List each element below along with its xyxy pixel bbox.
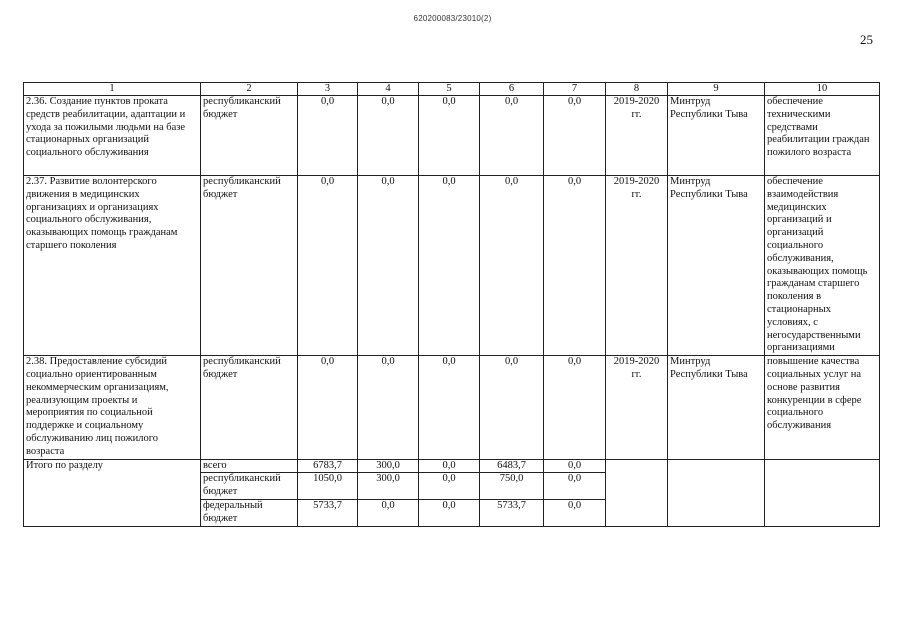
total-result-cell xyxy=(765,459,880,526)
total-value-cell: 0,0 xyxy=(544,499,606,526)
total-value-cell: 0,0 xyxy=(358,499,419,526)
total-value-cell: 300,0 xyxy=(358,459,419,473)
activity-cell: 2.37. Развитие волонтерского движения в медицинских организациях и организациях социального обслуживания, оказывающих помощь гражданам старшего поколения xyxy=(24,176,201,356)
value-cell: 0,0 xyxy=(358,356,419,459)
executor-cell: Минтруд Республики Тыва xyxy=(668,356,765,459)
header-cell: 3 xyxy=(298,83,358,96)
header-cell: 8 xyxy=(606,83,668,96)
result-cell: повышение качества социальных услуг на основе развития конкуренции в сфере социального обслуживания xyxy=(765,356,880,459)
header-cell: 6 xyxy=(480,83,544,96)
source-cell: республиканский бюджет xyxy=(201,356,298,459)
page-number: 25 xyxy=(860,32,873,47)
header-row xyxy=(24,83,880,96)
total-label: Итого по разделу xyxy=(24,459,201,526)
header-cell: 1 xyxy=(24,83,201,96)
value-cell: 0,0 xyxy=(419,356,480,459)
value-cell: 0,0 xyxy=(298,356,358,459)
executor-cell: Минтруд Республики Тыва xyxy=(668,176,765,356)
total-value-cell: 0,0 xyxy=(419,473,480,500)
total-value-cell: 300,0 xyxy=(358,473,419,500)
total-source-cell: всего xyxy=(201,459,298,473)
total-value-cell: 0,0 xyxy=(544,473,606,500)
value-cell: 0,0 xyxy=(544,176,606,356)
activity-cell: 2.36. Создание пунктов проката средств реабилитации, адаптации и ухода за пожилыми людьми на базе стационарных организаций социального обслуживания xyxy=(24,96,201,176)
table-row xyxy=(24,356,880,459)
total-value-cell: 0,0 xyxy=(419,499,480,526)
value-cell: 0,0 xyxy=(480,356,544,459)
source-cell: республиканский бюджет xyxy=(201,176,298,356)
value-cell: 0,0 xyxy=(419,96,480,176)
header-cell: 2 xyxy=(201,83,298,96)
header-cell: 4 xyxy=(358,83,419,96)
total-executor-cell xyxy=(668,459,765,526)
activity-cell: 2.38. Предоставление субсидий социально ориентированным некоммерческим организациям, реализующим проекты и мероприятия по социальной поддержке и социальному обслуживанию лиц пожилого возраста xyxy=(24,356,201,459)
total-value-cell: 5733,7 xyxy=(480,499,544,526)
total-value-cell: 6483,7 xyxy=(480,459,544,473)
period-cell: 2019-2020 гг. xyxy=(606,356,668,459)
header-cell: 9 xyxy=(668,83,765,96)
value-cell: 0,0 xyxy=(358,96,419,176)
total-period-cell xyxy=(606,459,668,526)
total-value-cell: 0,0 xyxy=(544,459,606,473)
value-cell: 0,0 xyxy=(298,96,358,176)
value-cell: 0,0 xyxy=(419,176,480,356)
value-cell: 0,0 xyxy=(544,96,606,176)
total-value-cell: 750,0 xyxy=(480,473,544,500)
result-cell: обеспечение техническими средствами реабилитации граждан пожилого возраста xyxy=(765,96,880,176)
table-row xyxy=(24,176,880,356)
value-cell: 0,0 xyxy=(480,176,544,356)
program-table xyxy=(23,82,880,527)
source-cell: республиканский бюджет xyxy=(201,96,298,176)
header-cell: 5 xyxy=(419,83,480,96)
value-cell: 0,0 xyxy=(298,176,358,356)
value-cell: 0,0 xyxy=(358,176,419,356)
total-source-cell: федеральный бюджет xyxy=(201,499,298,526)
total-value-cell: 1050,0 xyxy=(298,473,358,500)
value-cell: 0,0 xyxy=(544,356,606,459)
total-value-cell: 0,0 xyxy=(419,459,480,473)
table-row xyxy=(24,96,880,176)
executor-cell: Минтруд Республики Тыва xyxy=(668,96,765,176)
total-value-cell: 6783,7 xyxy=(298,459,358,473)
total-row xyxy=(24,459,880,473)
document-code: 620200083/23010(2) xyxy=(413,14,492,23)
total-source-cell: республиканский бюджет xyxy=(201,473,298,500)
total-value-cell: 5733,7 xyxy=(298,499,358,526)
period-cell: 2019-2020 гг. xyxy=(606,176,668,356)
header-cell: 7 xyxy=(544,83,606,96)
value-cell: 0,0 xyxy=(480,96,544,176)
result-cell: обеспечение взаимодействия медицинских организаций и организаций социального обслуживания, оказывающих помощь гражданам старшего поколения в стационарных условиях, с негосударственными организациями xyxy=(765,176,880,356)
header-cell: 10 xyxy=(765,83,880,96)
period-cell: 2019-2020 гг. xyxy=(606,96,668,176)
